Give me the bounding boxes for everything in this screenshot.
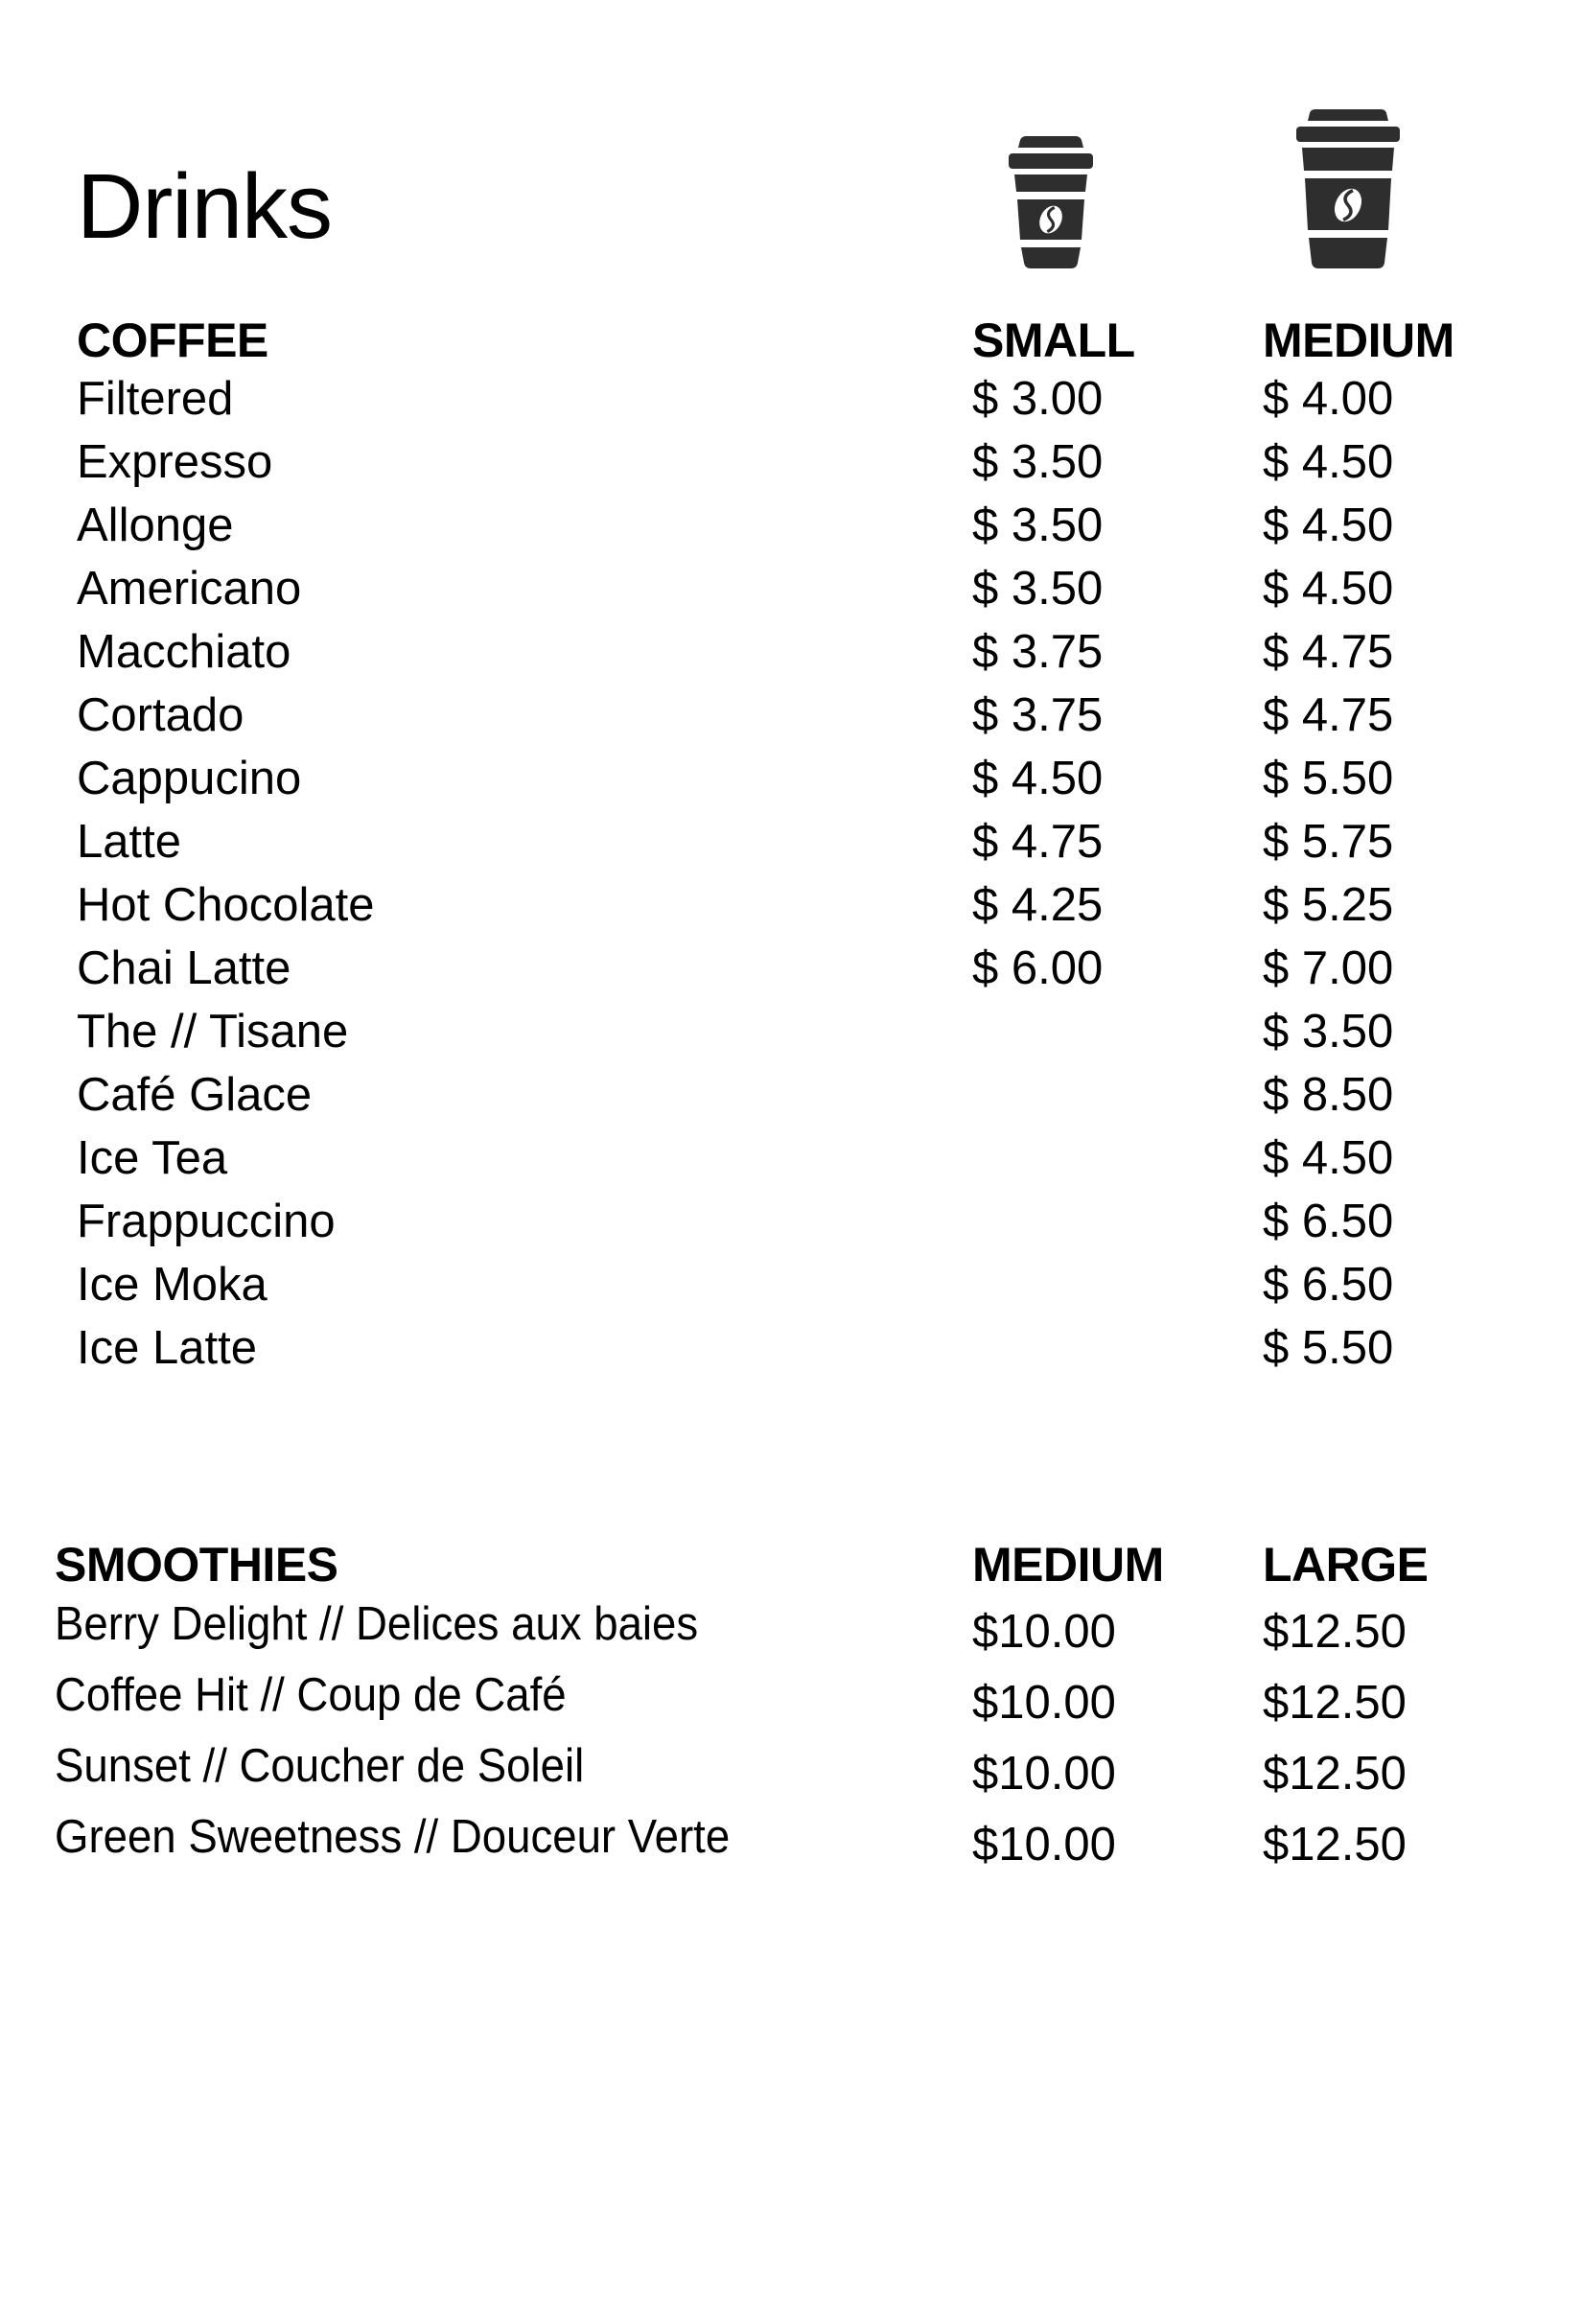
coffee-column-medium: MEDIUM (1263, 314, 1454, 367)
price-medium: $ 5.25 (1263, 879, 1394, 931)
item-name: Latte (77, 816, 181, 868)
price-medium: $ 3.50 (1263, 1006, 1394, 1057)
coffee-cup-small-icon (1007, 134, 1095, 270)
item-name: Chai Latte (77, 942, 291, 994)
price-small: $ 3.75 (972, 626, 1104, 678)
item-name: Coffee Hit // Coup de Café (55, 1669, 567, 1721)
item-name: Hot Chocolate (77, 879, 375, 931)
smoothies-column-medium: MEDIUM (972, 1538, 1164, 1592)
item-name: Macchiato (77, 626, 291, 678)
item-name: Ice Tea (77, 1132, 228, 1184)
price-medium: $ 6.50 (1263, 1196, 1394, 1247)
price-medium: $ 5.75 (1263, 816, 1394, 868)
price-medium: $ 4.50 (1263, 1132, 1394, 1184)
coffee-cup-medium-icon (1294, 107, 1402, 270)
price-medium: $ 4.75 (1263, 626, 1394, 678)
price-small: $ 6.00 (972, 942, 1104, 994)
price-small: $ 3.50 (972, 436, 1104, 488)
price-small: $ 4.50 (972, 753, 1104, 804)
item-name: Filtered (77, 373, 234, 425)
item-name: Ice Moka (77, 1259, 268, 1311)
smoothies-column-large: LARGE (1263, 1538, 1429, 1592)
item-name: Café Glace (77, 1069, 313, 1121)
price-medium: $ 8.50 (1263, 1069, 1394, 1121)
price-medium: $ 7.00 (1263, 942, 1394, 994)
price-medium: $ 4.00 (1263, 373, 1394, 425)
price-medium: $ 6.50 (1263, 1259, 1394, 1311)
price-medium: $10.00 (972, 1819, 1116, 1871)
price-medium: $ 5.50 (1263, 1322, 1394, 1374)
item-name: Green Sweetness // Douceur Verte (55, 1811, 731, 1863)
price-small: $ 4.25 (972, 879, 1104, 931)
item-name: Ice Latte (77, 1322, 257, 1374)
price-small: $ 3.50 (972, 500, 1104, 551)
price-medium: $10.00 (972, 1748, 1116, 1800)
price-large: $12.50 (1263, 1677, 1407, 1729)
coffee-section-heading: COFFEE (77, 314, 268, 367)
price-medium: $10.00 (972, 1677, 1116, 1729)
item-name: Sunset // Coucher de Soleil (55, 1740, 585, 1792)
price-medium: $ 4.50 (1263, 436, 1394, 488)
price-large: $12.50 (1263, 1748, 1407, 1800)
price-medium: $ 4.50 (1263, 500, 1394, 551)
price-large: $12.50 (1263, 1606, 1407, 1658)
price-small: $ 3.50 (972, 563, 1104, 615)
price-small: $ 4.75 (972, 816, 1104, 868)
page-title: Drinks (77, 155, 333, 258)
price-medium: $10.00 (972, 1606, 1116, 1658)
item-name: Americano (77, 563, 302, 615)
item-name: Frappuccino (77, 1196, 336, 1247)
price-small: $ 3.00 (972, 373, 1104, 425)
smoothies-section-heading: SMOOTHIES (55, 1538, 338, 1592)
price-medium: $ 4.75 (1263, 689, 1394, 741)
item-name: Berry Delight // Delices aux baies (55, 1598, 699, 1650)
price-medium: $ 5.50 (1263, 753, 1394, 804)
price-medium: $ 4.50 (1263, 563, 1394, 615)
coffee-column-small: SMALL (972, 314, 1135, 367)
item-name: Allonge (77, 500, 234, 551)
item-name: Cappucino (77, 753, 302, 804)
price-small: $ 3.75 (972, 689, 1104, 741)
item-name: Cortado (77, 689, 244, 741)
item-name: The // Tisane (77, 1006, 349, 1057)
item-name: Expresso (77, 436, 273, 488)
price-large: $12.50 (1263, 1819, 1407, 1871)
